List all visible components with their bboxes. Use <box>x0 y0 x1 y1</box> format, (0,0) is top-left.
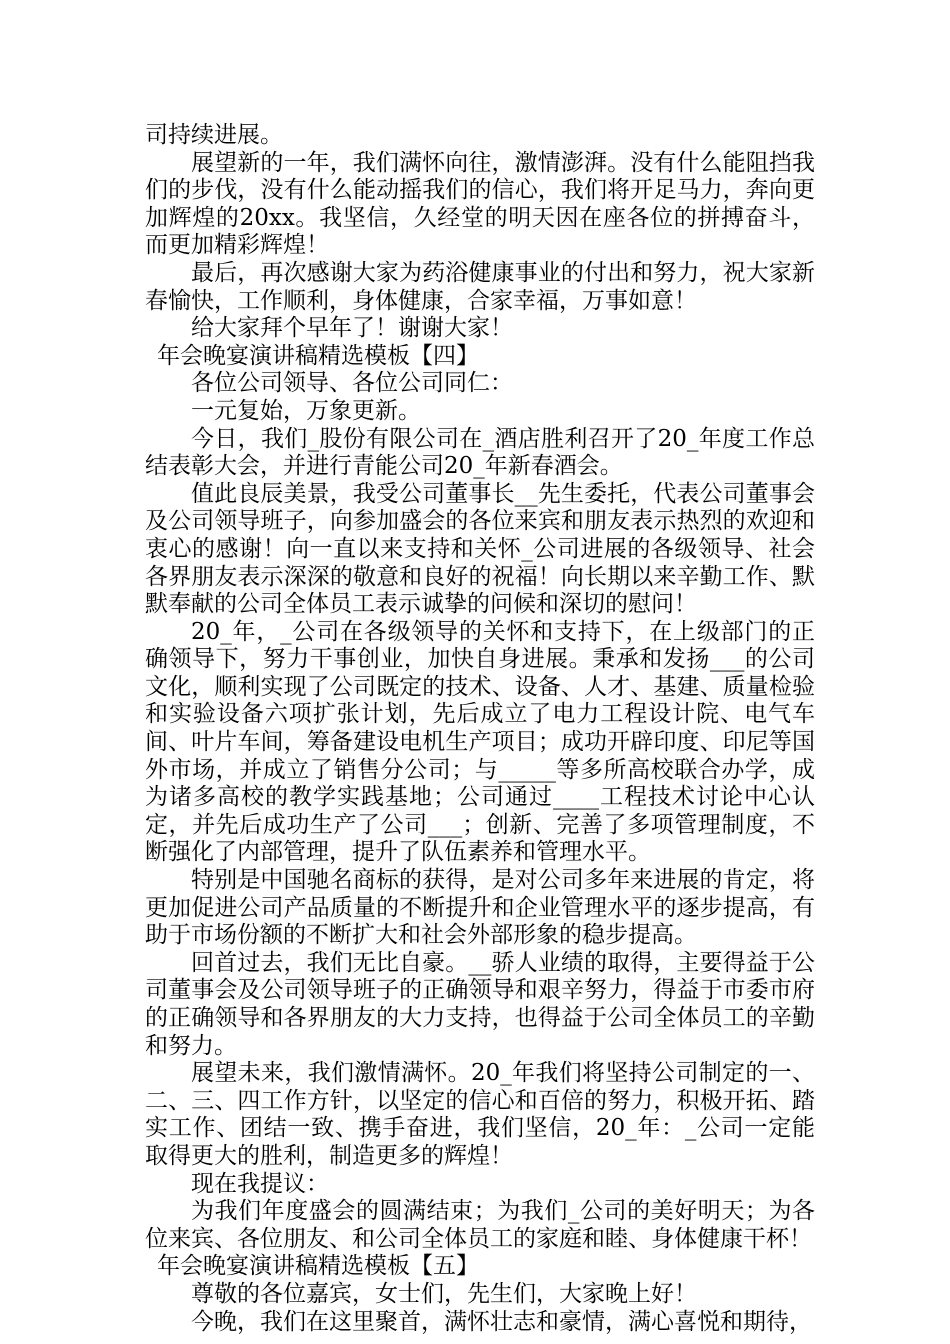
paragraph: 展望未来，我们激情满怀。20_年我们将坚持公司制定的一、二、三、四工作方针，以坚定的信心和百倍的努力，积极开拓、踏实工作、团结一致、携手奋进，我们坚信，20_年：_公司一定能取得更大的胜利，制造更多的辉煌！ <box>145 1060 815 1169</box>
paragraph: 回首过去，我们无比自豪。__骄人业绩的取得，主要得益于公司董事会及公司领导班子的正确领导和艰辛努力，得益于市委市府的正确领导和各界朋友的大力支持，也得益于公司全体员工的辛勤和努力。 <box>145 949 815 1059</box>
paragraph: 现在我提议： <box>191 1170 329 1197</box>
paragraph: 给大家拜个早年了！谢谢大家！ <box>191 315 513 342</box>
paragraph: 一元复始，万象更新。 <box>191 397 421 424</box>
paragraph: 值此良辰美景，我受公司董事长__先生委托，代表公司董事会及公司领导班子，向参加盛会的各位来宾和朋友表示热烈的欢迎和衷心的感谢！向一直以来支持和关怀_公司进展的各级领导、社会各界朋友表示深深的敬意和良好的祝福！向长期以来辛勤工作、默默奉献的公司全体员工表示诚挚的问候和深切的慰问！ <box>145 480 815 618</box>
paragraph: 最后，再次感谢大家为药浴健康事业的付出和努力，祝大家新春愉快，工作顺利，身体健康，合家幸福，万事如意！ <box>145 259 815 314</box>
paragraph: 尊敬的各位嘉宾，女士们，先生们，大家晚上好！ <box>191 1280 697 1307</box>
paragraph-continuation: 司持续进展。 <box>145 122 283 148</box>
paragraph: 为我们年度盛会的圆满结束；为我们_公司的美好明天；为各位来宾、各位朋友、和公司全体员工的家庭和睦、身体健康干杯！ <box>145 1198 815 1252</box>
paragraph: 20_年，_公司在各级领导的关怀和支持下，在上级部门的正确领导下，努力干事创业，加快自身进展。秉承和发扬___的公司文化，顺利实现了公司既定的技术、设备、人才、基建、质量检验和实验设备六项扩张计划，先后成立了电力工程设计院、电气车间、叶片车间，筹备建设电机生产项目；成功开辟印度、印尼等国外市场，并成立了销售分公司；与_____等多所高校联合办学，成为诸多高校的教学实践基地；公司通过____工程技术讨论中心认定，并先后成功生产了公司___；创新、完善了多项管理制度，不断强化了内部管理，提升了队伍素养和管理水平。 <box>145 618 815 866</box>
section-heading: 年会晚宴演讲稿精选模板【五】 <box>157 1253 479 1280</box>
paragraph: 特别是中国驰名商标的获得，是对公司多年来进展的肯定，将更加促进公司产品质量的不断提升和企业管理水平的逐步提高，有助于市场份额的不断扩大和社会外部形象的稳步提高。 <box>145 867 815 949</box>
paragraph: 今日，我们_股份有限公司在_酒店胜利召开了20_年度工作总结表彰大会，并进行青能公司20_年新春酒会。 <box>145 425 815 480</box>
document-body <box>145 122 815 1336</box>
section-heading: 年会晚宴演讲稿精选模板【四】 <box>157 342 479 369</box>
paragraph: 各位公司领导、各位公司同仁： <box>191 370 513 397</box>
paragraph: 展望新的一年，我们满怀向往，激情澎湃。没有什么能阻挡我们的步伐，没有什么能动摇我们的信心，我们将开足马力，奔向更加辉煌的20xx。我坚信，久经堂的明天因在座各位的拼搏奋斗，而更加精彩辉煌！ <box>145 149 815 259</box>
paragraph: 今晚，我们在这里聚首，满怀壮志和豪情，满心喜悦和期待， <box>191 1308 812 1335</box>
